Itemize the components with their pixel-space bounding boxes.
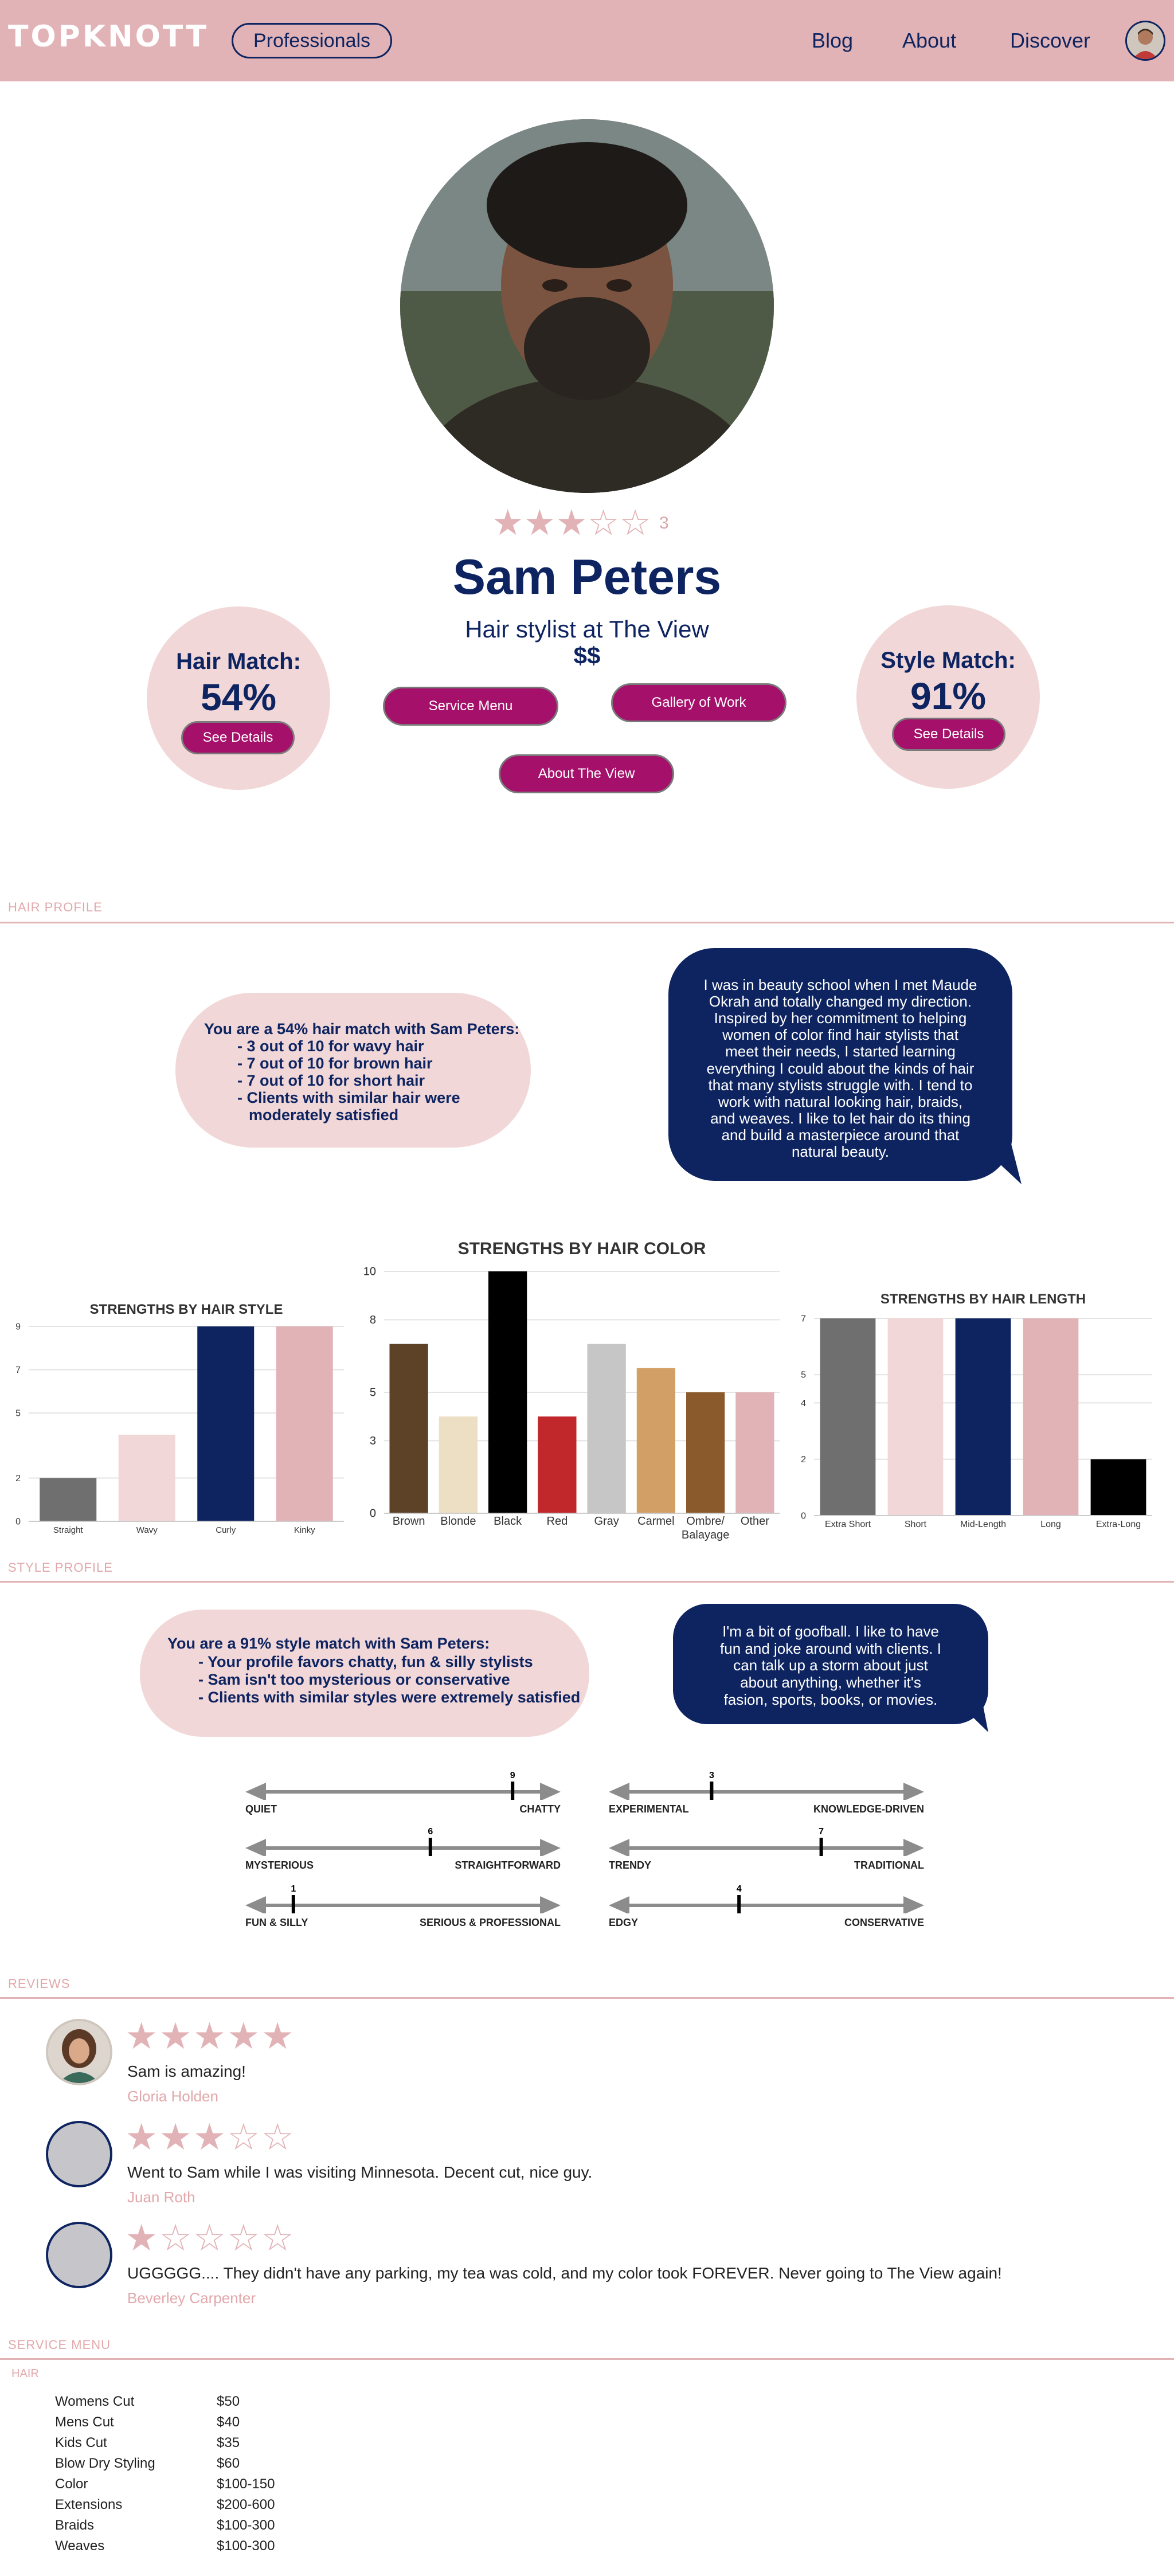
category-label: Long: [1040, 1520, 1061, 1529]
bar: [820, 1318, 876, 1516]
y-tick-label: 8: [369, 1314, 376, 1327]
slider-edgy-conservative: [609, 1885, 924, 1948]
about-the-view-button[interactable]: About The View: [499, 754, 674, 793]
section-divider: [0, 2358, 1174, 2360]
chart-title: STRENGTHS BY HAIR COLOR: [457, 1239, 706, 1258]
service-price: $100-300: [217, 2518, 275, 2533]
star-icon: ★: [193, 2015, 226, 2057]
style-summary-item: - Your profile favors chatty, fun & silly stylists: [198, 1653, 533, 1670]
review-author[interactable]: Gloria Holden: [127, 2088, 218, 2105]
quote-line: I was in beauty school when I met Maude: [703, 976, 977, 993]
category-label: Short: [904, 1520, 927, 1529]
slider-value: 7: [819, 1827, 824, 1837]
style-match-summary: [140, 1610, 589, 1737]
category-label: Extra Short: [824, 1520, 871, 1529]
hair-summary-title: You are a 54% hair match with Sam Peters:: [204, 1020, 520, 1038]
star-outline-icon: ☆: [193, 2217, 226, 2258]
hair-match-value: 54%: [200, 676, 277, 718]
star-icon: ★: [227, 2015, 260, 2057]
style-match-label: Style Match:: [880, 648, 1016, 673]
y-tick-label: 2: [15, 1473, 21, 1483]
slider-track: [609, 1885, 924, 1913]
category-label: Gray: [594, 1515, 619, 1528]
slider-tick: [710, 1782, 713, 1800]
stylist-title: Hair stylist at The View: [465, 616, 709, 643]
arrow-left-icon: [609, 1896, 629, 1913]
bar: [956, 1318, 1011, 1516]
star-outline-icon: ☆: [587, 503, 620, 543]
slider-right-label: SERIOUS & PROFESSIONAL: [419, 1917, 561, 1928]
review-text: Sam is amazing!: [127, 2062, 246, 2080]
quote-line: work with natural looking hair, braids,: [718, 1093, 963, 1110]
review-rating: [125, 2015, 295, 2057]
slider-left-label: EXPERIMENTAL: [609, 1803, 689, 1815]
bar: [538, 1416, 576, 1513]
quote-line: Okrah and totally changed my direction.: [709, 993, 972, 1011]
review-text: UGGGGG.... They didn't have any parking, my tea was cold, and my color took FOREVER. Never going to The View again!: [127, 2264, 1002, 2282]
nav-about[interactable]: About: [902, 29, 957, 52]
slider-mysterious-straightforward: [245, 1827, 561, 1890]
slider-value: 9: [510, 1771, 515, 1780]
quote-line: can talk up a storm about just: [733, 1657, 928, 1674]
star-outline-icon: ☆: [261, 2116, 294, 2158]
y-tick-label: 0: [369, 1507, 376, 1520]
slider-left-label: TRENDY: [609, 1859, 652, 1871]
hair-profile-section-title: HAIR PROFILE: [8, 900, 103, 914]
slider-tick: [820, 1838, 823, 1856]
service-row: [55, 2518, 399, 2536]
style-summary-list: [198, 1653, 580, 1706]
review-avatar: [46, 2121, 112, 2187]
header: [0, 0, 1174, 81]
hair-match-summary: [175, 993, 531, 1148]
review-avatar: [46, 2019, 112, 2085]
quote-line: meet their needs, I started learning: [725, 1043, 956, 1060]
hair-match-circle: [147, 606, 330, 790]
hair-color-chart: [361, 1232, 785, 1553]
y-tick-label: 5: [15, 1408, 21, 1419]
arrow-right-icon: [540, 1839, 561, 1856]
slider-track: [609, 1827, 924, 1856]
service-name: Extensions: [55, 2497, 123, 2512]
slider-track: [245, 1885, 561, 1913]
hair-summary-item: - 3 out of 10 for wavy hair: [237, 1038, 424, 1055]
service-name: Color: [55, 2476, 88, 2492]
slider-value: 1: [291, 1885, 296, 1894]
review-author[interactable]: Beverley Carpenter: [127, 2289, 256, 2307]
nav-blog[interactable]: Blog: [812, 29, 854, 52]
slider-right-label: TRADITIONAL: [854, 1859, 924, 1871]
service-price: $50: [217, 2394, 240, 2409]
category-label: Carmel: [637, 1515, 675, 1528]
star-outline-icon: ☆: [159, 2217, 192, 2258]
y-tick-label: 0: [801, 1511, 806, 1521]
review-rating: [125, 2116, 295, 2158]
y-tick-label: 7: [801, 1314, 806, 1324]
star-outline-icon: ☆: [227, 2116, 260, 2158]
bar: [276, 1326, 333, 1521]
star-outline-icon: ☆: [261, 2217, 294, 2258]
quote-line: that many stylists struggle with. I tend to: [708, 1076, 973, 1094]
review-text: Went to Sam while I was visiting Minnesota. Decent cut, nice guy.: [127, 2163, 593, 2181]
bar: [1023, 1318, 1079, 1516]
quote-line: fasion, sports, books, or movies.: [723, 1690, 938, 1708]
slider-track: [245, 1771, 561, 1800]
reviews-section-title: REVIEWS: [8, 1976, 71, 1991]
bar: [1091, 1459, 1146, 1516]
quote-line: and build a masterpiece around that: [721, 1126, 960, 1144]
category-label: Straight: [53, 1525, 83, 1535]
slider-experimental-knowledge: [609, 1771, 924, 1834]
service-category: HAIR: [11, 2367, 39, 2380]
section-divider: [0, 1997, 1174, 1999]
slider-value: 3: [709, 1771, 714, 1780]
bar: [40, 1478, 96, 1521]
service-row: [55, 2538, 399, 2557]
service-row: [55, 2476, 399, 2495]
star-icon: ★: [125, 2015, 158, 2057]
service-name: Blow Dry Styling: [55, 2456, 155, 2471]
slider-left-label: EDGY: [609, 1917, 639, 1928]
hair-summary-item: - 7 out of 10 for brown hair: [237, 1055, 433, 1072]
slider-right-label: STRAIGHTFORWARD: [455, 1859, 561, 1871]
star-icon: ★: [125, 2217, 158, 2258]
quote-line: everything I could about the kinds of hair: [706, 1059, 975, 1077]
service-menu-section-title: SERVICE MENU: [8, 2338, 111, 2352]
service-row: [55, 2414, 399, 2433]
portrait-image: [400, 119, 774, 493]
arrow-left-icon: [245, 1783, 266, 1800]
category-label: Curly: [216, 1525, 236, 1535]
stylist-rating: [492, 503, 669, 543]
service-price: $35: [217, 2435, 240, 2450]
slider-trendy-traditional: [609, 1827, 924, 1890]
quote-line: about anything, whether it's: [740, 1673, 921, 1691]
star-icon: ★: [261, 2015, 294, 2057]
y-tick-label: 10: [363, 1265, 376, 1278]
service-price: $100-300: [217, 2538, 275, 2554]
rating-value: 3: [659, 514, 669, 533]
quote-tail: [946, 1691, 992, 1737]
category-label: Mid-Length: [960, 1520, 1007, 1529]
star-icon: ★: [555, 503, 588, 543]
quote-tail: [969, 1135, 1026, 1187]
category-label: Balayage: [681, 1529, 730, 1541]
bar: [888, 1318, 944, 1516]
style-summary-title: You are a 91% style match with Sam Peters:: [167, 1635, 490, 1652]
price-level: $$: [573, 642, 601, 669]
arrow-left-icon: [245, 1839, 266, 1856]
service-name: Mens Cut: [55, 2414, 114, 2430]
star-icon: ★: [159, 2015, 192, 2057]
service-price: $60: [217, 2456, 240, 2471]
user-avatar-icon: [1127, 22, 1164, 59]
quote-line: Inspired by her commitment to helping: [714, 1009, 967, 1027]
slider-value: 4: [736, 1885, 742, 1894]
y-tick-label: 0: [15, 1517, 21, 1527]
slider-quiet-chatty: [245, 1771, 561, 1834]
arrow-left-icon: [609, 1783, 629, 1800]
reviewer-photo: [48, 2021, 110, 2083]
bar: [587, 1344, 625, 1513]
section-divider: [0, 1581, 1174, 1583]
section-divider: [0, 922, 1174, 923]
stylist-quote-hair: [668, 948, 1012, 1181]
style-match-circle: [856, 605, 1040, 789]
arrow-right-icon: [903, 1839, 924, 1856]
style-profile-section-title: STYLE PROFILE: [8, 1560, 113, 1575]
service-row: [55, 2394, 399, 2412]
bar: [488, 1271, 527, 1513]
service-menu-button[interactable]: Service Menu: [383, 687, 558, 726]
logo[interactable]: TOPKNOTT: [8, 19, 209, 54]
slider-tick: [737, 1895, 741, 1913]
arrow-right-icon: [540, 1896, 561, 1913]
service-price: $40: [217, 2414, 240, 2430]
service-name: Weaves: [55, 2538, 105, 2554]
arrow-left-icon: [245, 1896, 266, 1913]
style-quote-text: [673, 1623, 988, 1708]
star-icon: ★: [125, 2116, 158, 2158]
slider-value: 6: [428, 1827, 433, 1837]
stylist-portrait: [400, 119, 774, 493]
style-summary-item: - Clients with similar styles were extremely satisfied: [198, 1689, 581, 1706]
y-tick-label: 4: [801, 1398, 806, 1408]
bar: [197, 1326, 254, 1521]
chart-title: STRENGTHS BY HAIR STYLE: [89, 1302, 283, 1317]
service-price: $200-600: [217, 2497, 275, 2512]
review-author[interactable]: Juan Roth: [127, 2189, 195, 2206]
y-tick-label: 9: [15, 1322, 21, 1332]
arrow-right-icon: [903, 1896, 924, 1913]
quote-line: and weaves. I like to let hair do its thing: [710, 1109, 970, 1127]
style-summary-item: - Sam isn't too mysterious or conservative: [198, 1671, 510, 1688]
star-outline-icon: ☆: [619, 503, 651, 543]
hair-style-chart: [0, 1290, 350, 1542]
slider-tick: [292, 1895, 295, 1913]
category-label: Other: [740, 1515, 769, 1528]
slider-fun-serious: [245, 1885, 561, 1948]
hair-summary-item: moderately satisfied: [249, 1106, 399, 1123]
service-name: Womens Cut: [55, 2394, 135, 2409]
arrow-right-icon: [540, 1783, 561, 1800]
quote-line: natural beauty.: [791, 1143, 890, 1161]
bar: [686, 1392, 725, 1513]
bar: [119, 1435, 175, 1521]
service-name: Kids Cut: [55, 2435, 107, 2450]
stylist-quote-style: [673, 1604, 988, 1724]
style-match-value: 91%: [910, 675, 987, 717]
stylist-name: Sam Peters: [452, 550, 722, 605]
bar: [637, 1368, 675, 1513]
hair-length-chart: [797, 1284, 1164, 1542]
slider-track: [609, 1771, 924, 1800]
category-label: Kinky: [294, 1525, 315, 1535]
star-icon: ★: [193, 2116, 226, 2158]
star-icon: ★: [523, 503, 556, 543]
slider-left-label: FUN & SILLY: [245, 1917, 308, 1928]
arrow-left-icon: [609, 1839, 629, 1856]
star-icon: ★: [159, 2116, 192, 2158]
slider-left-label: QUIET: [245, 1803, 277, 1815]
category-label: Red: [546, 1515, 568, 1528]
hair-quote-text: [668, 977, 1012, 1160]
hair-summary-item: - 7 out of 10 for short hair: [237, 1072, 425, 1089]
quote-line: women of color find hair stylists that: [722, 1026, 958, 1044]
nav-discover[interactable]: Discover: [1010, 29, 1091, 52]
category-label: Extra-Long: [1095, 1520, 1141, 1529]
slider-right-label: KNOWLEDGE-DRIVEN: [813, 1803, 924, 1815]
professionals-button[interactable]: Professionals: [232, 23, 392, 58]
service-name: Braids: [55, 2518, 95, 2533]
review-avatar: [46, 2222, 112, 2288]
quote-line: fun and joke around with clients. I: [720, 1639, 941, 1657]
star-outline-icon: ☆: [227, 2217, 260, 2258]
chart-title: STRENGTHS BY HAIR LENGTH: [880, 1291, 1086, 1307]
slider-left-label: MYSTERIOUS: [245, 1859, 314, 1871]
y-tick-label: 2: [801, 1455, 806, 1465]
service-row: [55, 2456, 399, 2474]
slider-right-label: CONSERVATIVE: [844, 1917, 924, 1928]
slider-track: [245, 1827, 561, 1856]
category-label: Wavy: [136, 1525, 158, 1535]
hair-match-details-button[interactable]: See Details: [181, 721, 295, 754]
y-tick-label: 7: [15, 1365, 21, 1375]
slider-tick: [429, 1838, 432, 1856]
y-tick-label: 5: [801, 1370, 806, 1380]
category-label: Blonde: [440, 1515, 476, 1528]
slider-tick: [511, 1782, 514, 1800]
category-label: Ombre/: [686, 1515, 725, 1528]
bar: [439, 1416, 478, 1513]
bar: [735, 1392, 774, 1513]
category-label: Black: [494, 1515, 522, 1528]
service-row: [55, 2497, 399, 2515]
hair-summary-list: [237, 1038, 460, 1123]
style-match-details-button[interactable]: See Details: [892, 718, 1005, 751]
review-rating: [125, 2219, 295, 2256]
quote-line: I'm a bit of goofball. I like to have: [722, 1623, 939, 1640]
service-price: $100-150: [217, 2476, 275, 2492]
slider-right-label: CHATTY: [519, 1803, 561, 1815]
user-avatar[interactable]: [1125, 21, 1165, 61]
bar: [389, 1344, 428, 1513]
hair-match-label: Hair Match:: [176, 649, 301, 674]
y-tick-label: 5: [369, 1386, 376, 1399]
y-tick-label: 3: [369, 1435, 376, 1448]
arrow-right-icon: [903, 1783, 924, 1800]
gallery-button[interactable]: Gallery of Work: [611, 683, 786, 722]
service-row: [55, 2435, 399, 2453]
hair-summary-item: - Clients with similar hair were: [237, 1089, 460, 1106]
category-label: Brown: [392, 1515, 425, 1528]
star-icon: ★: [492, 503, 524, 543]
